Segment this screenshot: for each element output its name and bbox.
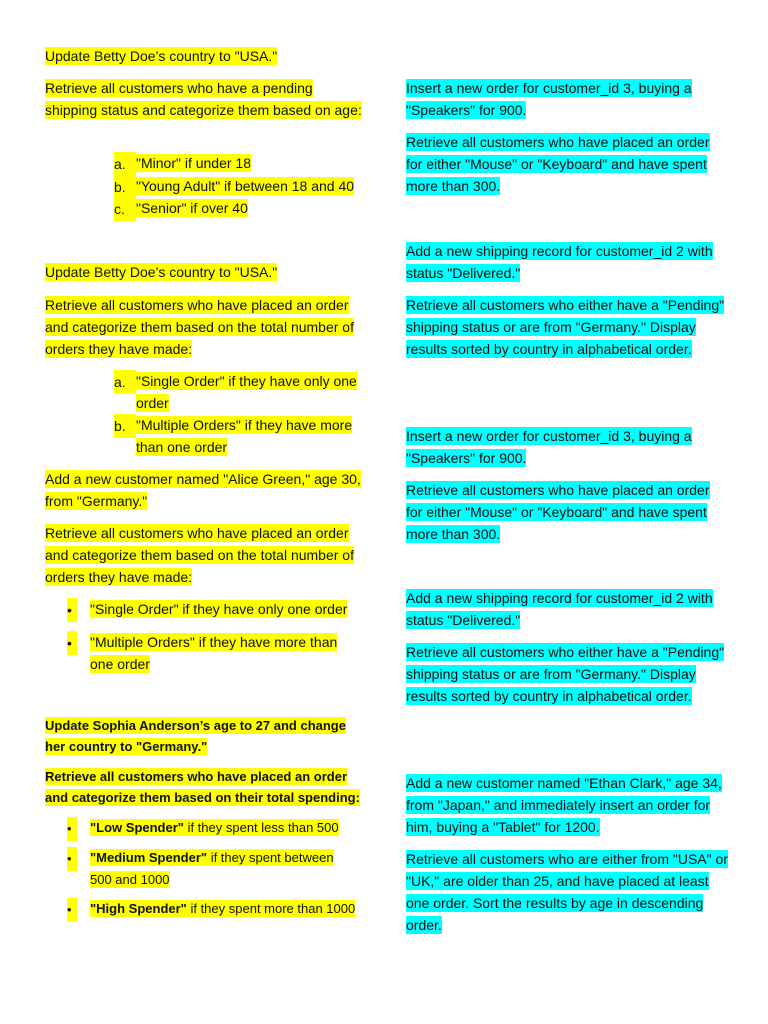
task-shipping-delivered-2: Add a new shipping record for customer_id 2 with status "Delivered." <box>406 590 713 628</box>
task-shipping-delivered-1: Add a new shipping record for customer_id 2 with status "Delivered." <box>406 243 713 281</box>
task-update-sophia: Update Sophia Anderson’s age to 27 and change her country to "Germany." <box>45 718 346 754</box>
task-insert-speakers-2: Insert a new order for customer_id 3, buying a "Speakers" for 900. <box>406 428 692 466</box>
task-spending-categorize: Retrieve all customers who have placed an order and categorize them based on their total spending: <box>45 769 360 805</box>
task-mouse-keyboard-2: Retrieve all customers who have placed an order for either "Mouse" or "Keyboard" and have spent more than 300. <box>406 482 710 542</box>
task-pending-germany-1: Retrieve all customers who either have a "Pending" shipping status or are from "Germany." Display results sorted by country in alphabetical order. <box>406 297 725 357</box>
task-add-alice-green: Add a new customer named "Alice Green," age 30, from "Germany." <box>45 471 361 509</box>
task-insert-speakers-1: Insert a new order for customer_id 3, buying a "Speakers" for 900. <box>406 80 692 118</box>
task-mouse-keyboard-1: Retrieve all customers who have placed an order for either "Mouse" or "Keyboard" and have spent more than 300. <box>406 134 710 194</box>
task-update-betty-2: Update Betty Doe’s country to "USA." <box>45 264 278 280</box>
task-add-ethan-clark: Add a new customer named "Ethan Clark," age 34, from "Japan," and immediately insert an order for him, buying a "Tablet" for 1200. <box>406 775 722 835</box>
task-update-betty-1: Update Betty Doe’s country to "USA." <box>45 48 278 64</box>
task-pending-shipping-age: Retrieve all customers who have a pending shipping status and categorize them based on age: <box>45 80 362 118</box>
task-pending-germany-2: Retrieve all customers who either have a "Pending" shipping status or are from "Germany." Display results sorted by country in alphabetical order. <box>406 644 725 704</box>
task-usa-uk-customers: Retrieve all customers who are either from "USA" or "UK," are older than 25, and have placed at least one order. Sort the results by age in descending order. <box>406 851 728 933</box>
task-order-count-categorize: Retrieve all customers who have placed an order and categorize them based on the total number of orders they have made: <box>45 297 354 357</box>
task-order-count-categorize-2: Retrieve all customers who have placed an order and categorize them based on the total number of orders they have made: <box>45 525 354 585</box>
